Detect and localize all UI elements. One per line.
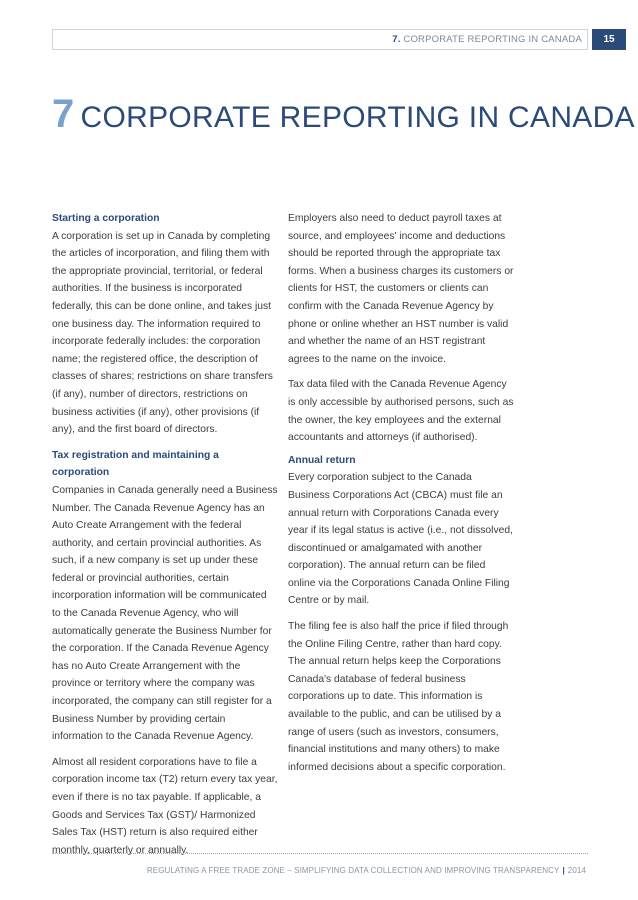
heading-starting-corporation: Starting a corporation xyxy=(52,213,160,224)
paragraph-tax-data-access: Tax data filed with the Canada Revenue Agency is only accessible by authorised persons, such as the owner, the key employees and the external accountants and attorneys (if authorised). xyxy=(288,379,514,444)
paragraph-filing-fee: The filing fee is also half the price if filed through the Online Filing Centre, rather than hard copy. The annual return helps keep the Corporations Canada's database of federal business corporations up to date. This information is available to the public, and can be utilised by a range of users (such as investors, consumers, financial institutions and many others) to make informed decisions about a specific corporation. xyxy=(288,621,509,773)
paragraph-payroll-taxes: Employers also need to deduct payroll taxes at source, and employees' income and deductions should be reported through the appropriate tax forms. When a business charges its customers or clients for HST, the customers or clients can confirm with the Canada Revenue Agency by phone or online whether an HST number is valid and whether the name of an HST registrant agrees to the name on the invoice. xyxy=(288,213,514,365)
paragraph-corporation-income-tax: Almost all resident corporations have to file a corporation income tax (T2) return every tax year, even if there is no tax payable. If applicable, a Goods and Services Tax (GST)/ Harmonized Sales Tax (HST) return is also required either monthly, quarterly or annually. xyxy=(52,756,278,856)
paragraph-annual-return: Every corporation subject to the Canada Business Corporations Act (CBCA) must file an annual return with Corporations Canada every year if its legal status is active (i.e., not dissolved, discontinued or amalgamated with another corporation). The annual return can be filed online via the Corporations Canada Online Filing Centre or by mail. xyxy=(288,472,513,607)
chapter-number: 7 xyxy=(52,92,75,136)
footer xyxy=(147,866,586,875)
running-header-section-title: CORPORATE REPORTING IN CANADA xyxy=(403,34,582,45)
chapter-title-text: CORPORATE REPORTING IN CANADA xyxy=(80,101,635,134)
right-column xyxy=(288,210,514,784)
heading-tax-registration: Tax registration and maintaining a corporation xyxy=(52,449,219,479)
chapter-title xyxy=(52,92,635,137)
footer-separator: | xyxy=(562,866,565,875)
heading-annual-return: Annual return xyxy=(288,454,356,466)
running-header-section-number: 7. xyxy=(392,34,401,45)
paragraph-starting-corporation: A corporation is set up in Canada by completing the articles of incorporation, and filing them with the appropriate provincial, territorial, or federal authorities. If the business is incorporated federally, this can be done online, and takes just one business day. The information required to incorporate federally includes: the corporation name; the registered office, the description of classes of shares; restrictions on share transfers (if any), number of directors, restrictions on business activities (if any), other provisions (if any), and the first board of directors. xyxy=(52,230,273,436)
left-column xyxy=(52,210,278,867)
running-header xyxy=(392,34,582,45)
footer-year: 2014 xyxy=(567,866,586,875)
paragraph-business-number: Companies in Canada generally need a Business Number. The Canada Revenue Agency has an Auto Create Arrangement with the federal authority, and certain provincial authorities. As such, if a new company is set up under these federal or provincial authorities, certain incorporation information will be communicated to the Canada Revenue Agency, who will automatically generate the Business Number for the corporation. If the Canada Revenue Agency has no Auto Create Arrangement with the province or territory where the company was incorporated, the company can still register for a Business Number by providing certain information to the Canada Revenue Agency. xyxy=(52,484,278,743)
footer-divider xyxy=(52,853,588,854)
page-number-badge: 15 xyxy=(592,29,626,50)
footer-title: REGULATING A FREE TRADE ZONE – SIMPLIFYING DATA COLLECTION AND IMPROVING TRANSPARENCY xyxy=(146,866,560,875)
